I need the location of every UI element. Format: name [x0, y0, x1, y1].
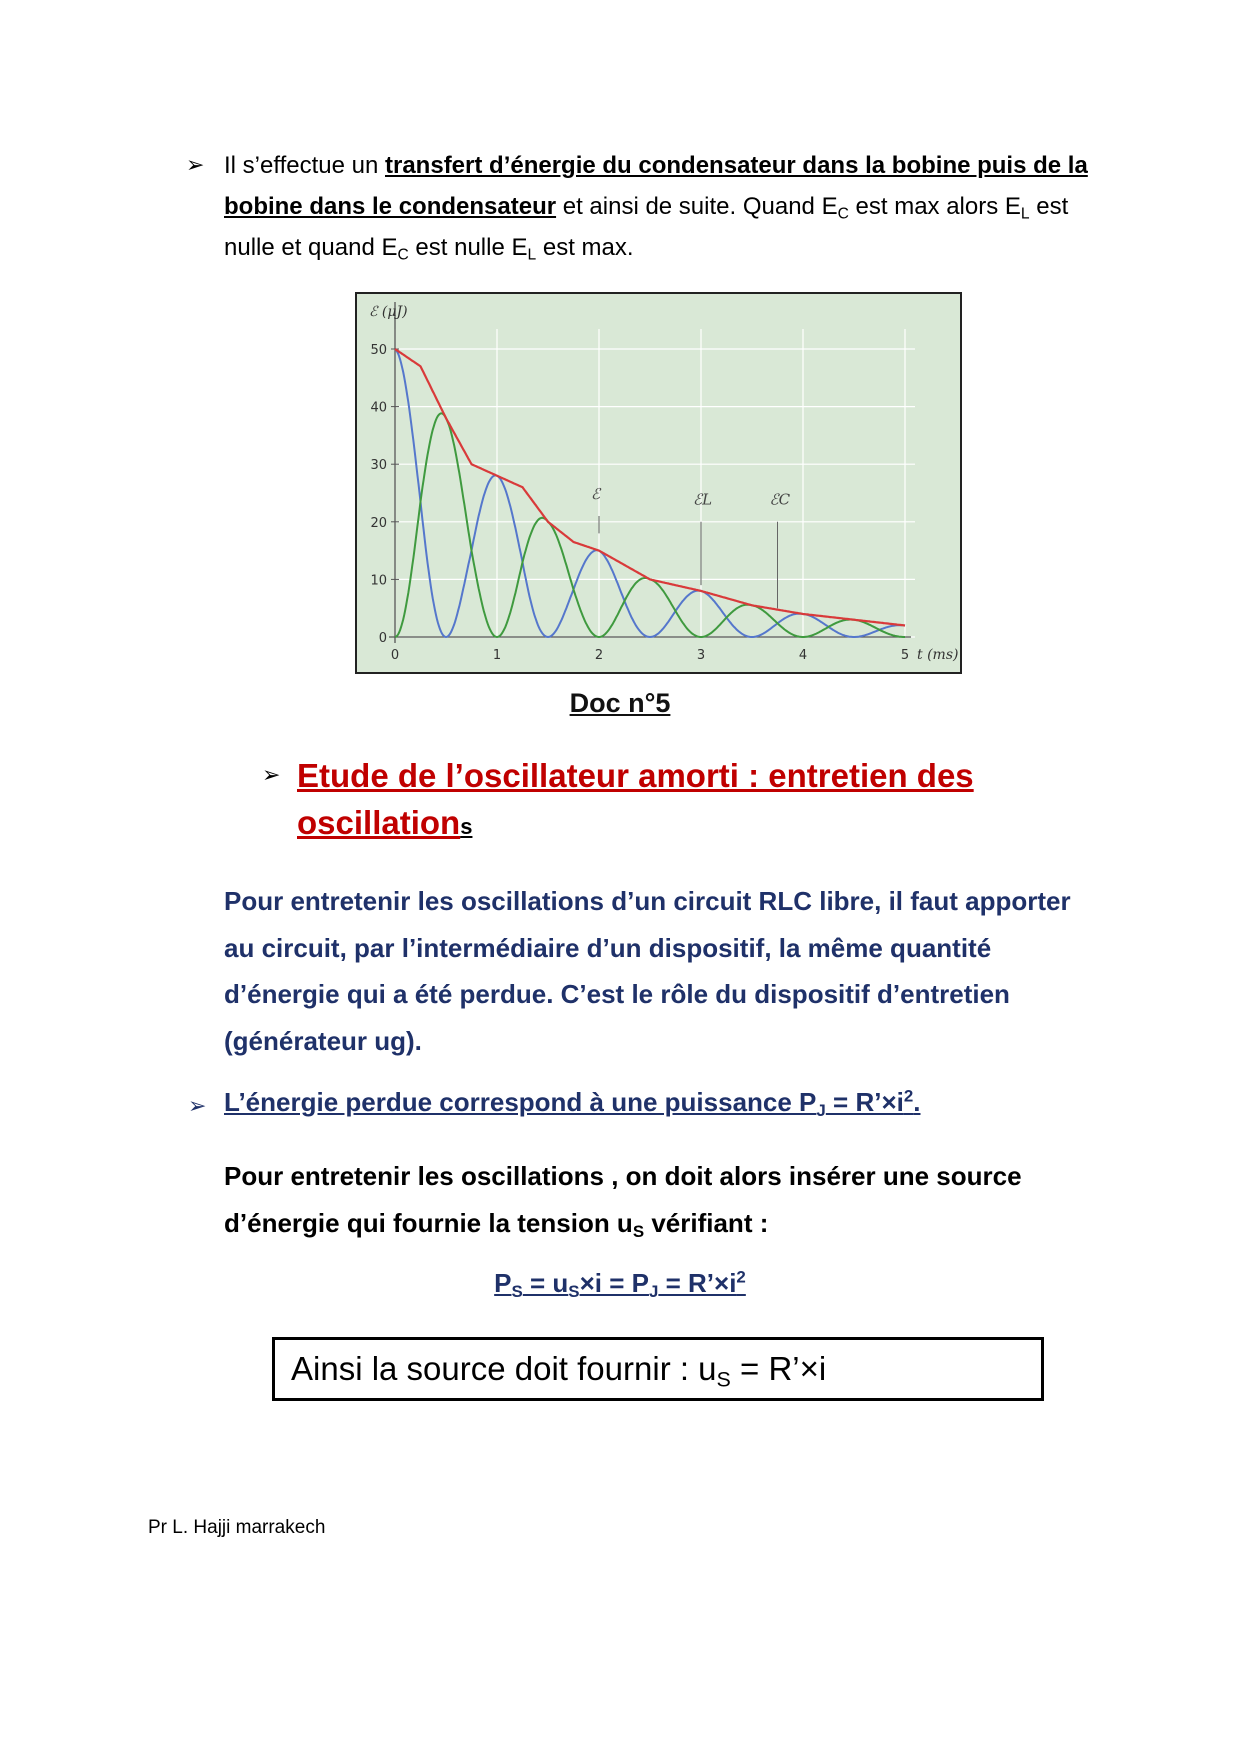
- y-tick-label: 40: [370, 400, 387, 416]
- source-paragraph: Pour entretenir les oscillations , on doit alors insérer une source d’énergie qui fournie la tension $u_S$ vérifiant :: [224, 1161, 1022, 1241]
- y-tick-label: 0: [378, 631, 387, 646]
- maintenance-paragraph: Pour entretenir les oscillations d’un circuit RLC libre, il faut apporter au circuit, par l’intermédiaire d’un dispositif, la même quantité d’énergie qui a été perdue. C’est le rôle du dispositif d’entretien (générateur ug).: [224, 886, 1071, 1056]
- energy-loss-bullet: L’énergie perdue correspond à une puissance $P_J$ = $R’\times i^2$.: [224, 1086, 921, 1121]
- intro-text: Il s’effectue un transfert d’énergie du condensateur dans la bobine puis de la bobine dans le condensateur et ainsi de suite. Quand $E_C$ est max alors $E_L$ est nulle et quand $E_C$ est nulle $E_L$ est max.: [224, 152, 1088, 264]
- y-tick-label: 10: [370, 573, 387, 589]
- section-heading: Etude de l’oscillateur amorti : entretien des oscillations: [297, 757, 974, 841]
- x-tick-label: 1: [492, 648, 502, 663]
- footer-author: Pr L. Hajji marrakech: [148, 1517, 326, 1538]
- y-tick-label: 20: [370, 515, 387, 531]
- energy-chart: [355, 292, 962, 674]
- annotation-label: ℰL: [693, 490, 713, 509]
- heading-arrow-icon: ➢: [262, 763, 281, 788]
- power-formula: $P_S = u_S\times i = P_J$ = $R’\times i^2$: [494, 1267, 746, 1302]
- series-ec-line: [395, 349, 905, 637]
- bullet-arrow-icon: ➢: [188, 1094, 207, 1119]
- x-tick-label: 0: [390, 648, 400, 663]
- annotation-label: ℰ: [591, 484, 601, 503]
- series-el-line: [395, 413, 905, 637]
- y-tick-label: 50: [370, 343, 387, 358]
- x-tick-label: 3: [696, 648, 706, 663]
- x-axis-label: t (ms): [917, 647, 959, 663]
- bullet-arrow-icon: ➢: [186, 153, 205, 178]
- x-tick-label: 4: [798, 648, 808, 663]
- energy-chart-svg: [357, 294, 960, 672]
- x-tick-label: 2: [594, 648, 604, 663]
- annotation-label: ℰC: [769, 490, 791, 509]
- y-tick-label: 30: [370, 458, 387, 474]
- series-e-line: [395, 349, 905, 626]
- conclusion-box: Ainsi la source doit fournir : $u_S$ = R’×i: [272, 1337, 1044, 1401]
- x-tick-label: 5: [900, 648, 910, 663]
- doc-caption: Doc n°5: [569, 688, 671, 718]
- intro-bullet: [188, 145, 1088, 268]
- y-axis-label: ℰ (μJ): [369, 304, 408, 320]
